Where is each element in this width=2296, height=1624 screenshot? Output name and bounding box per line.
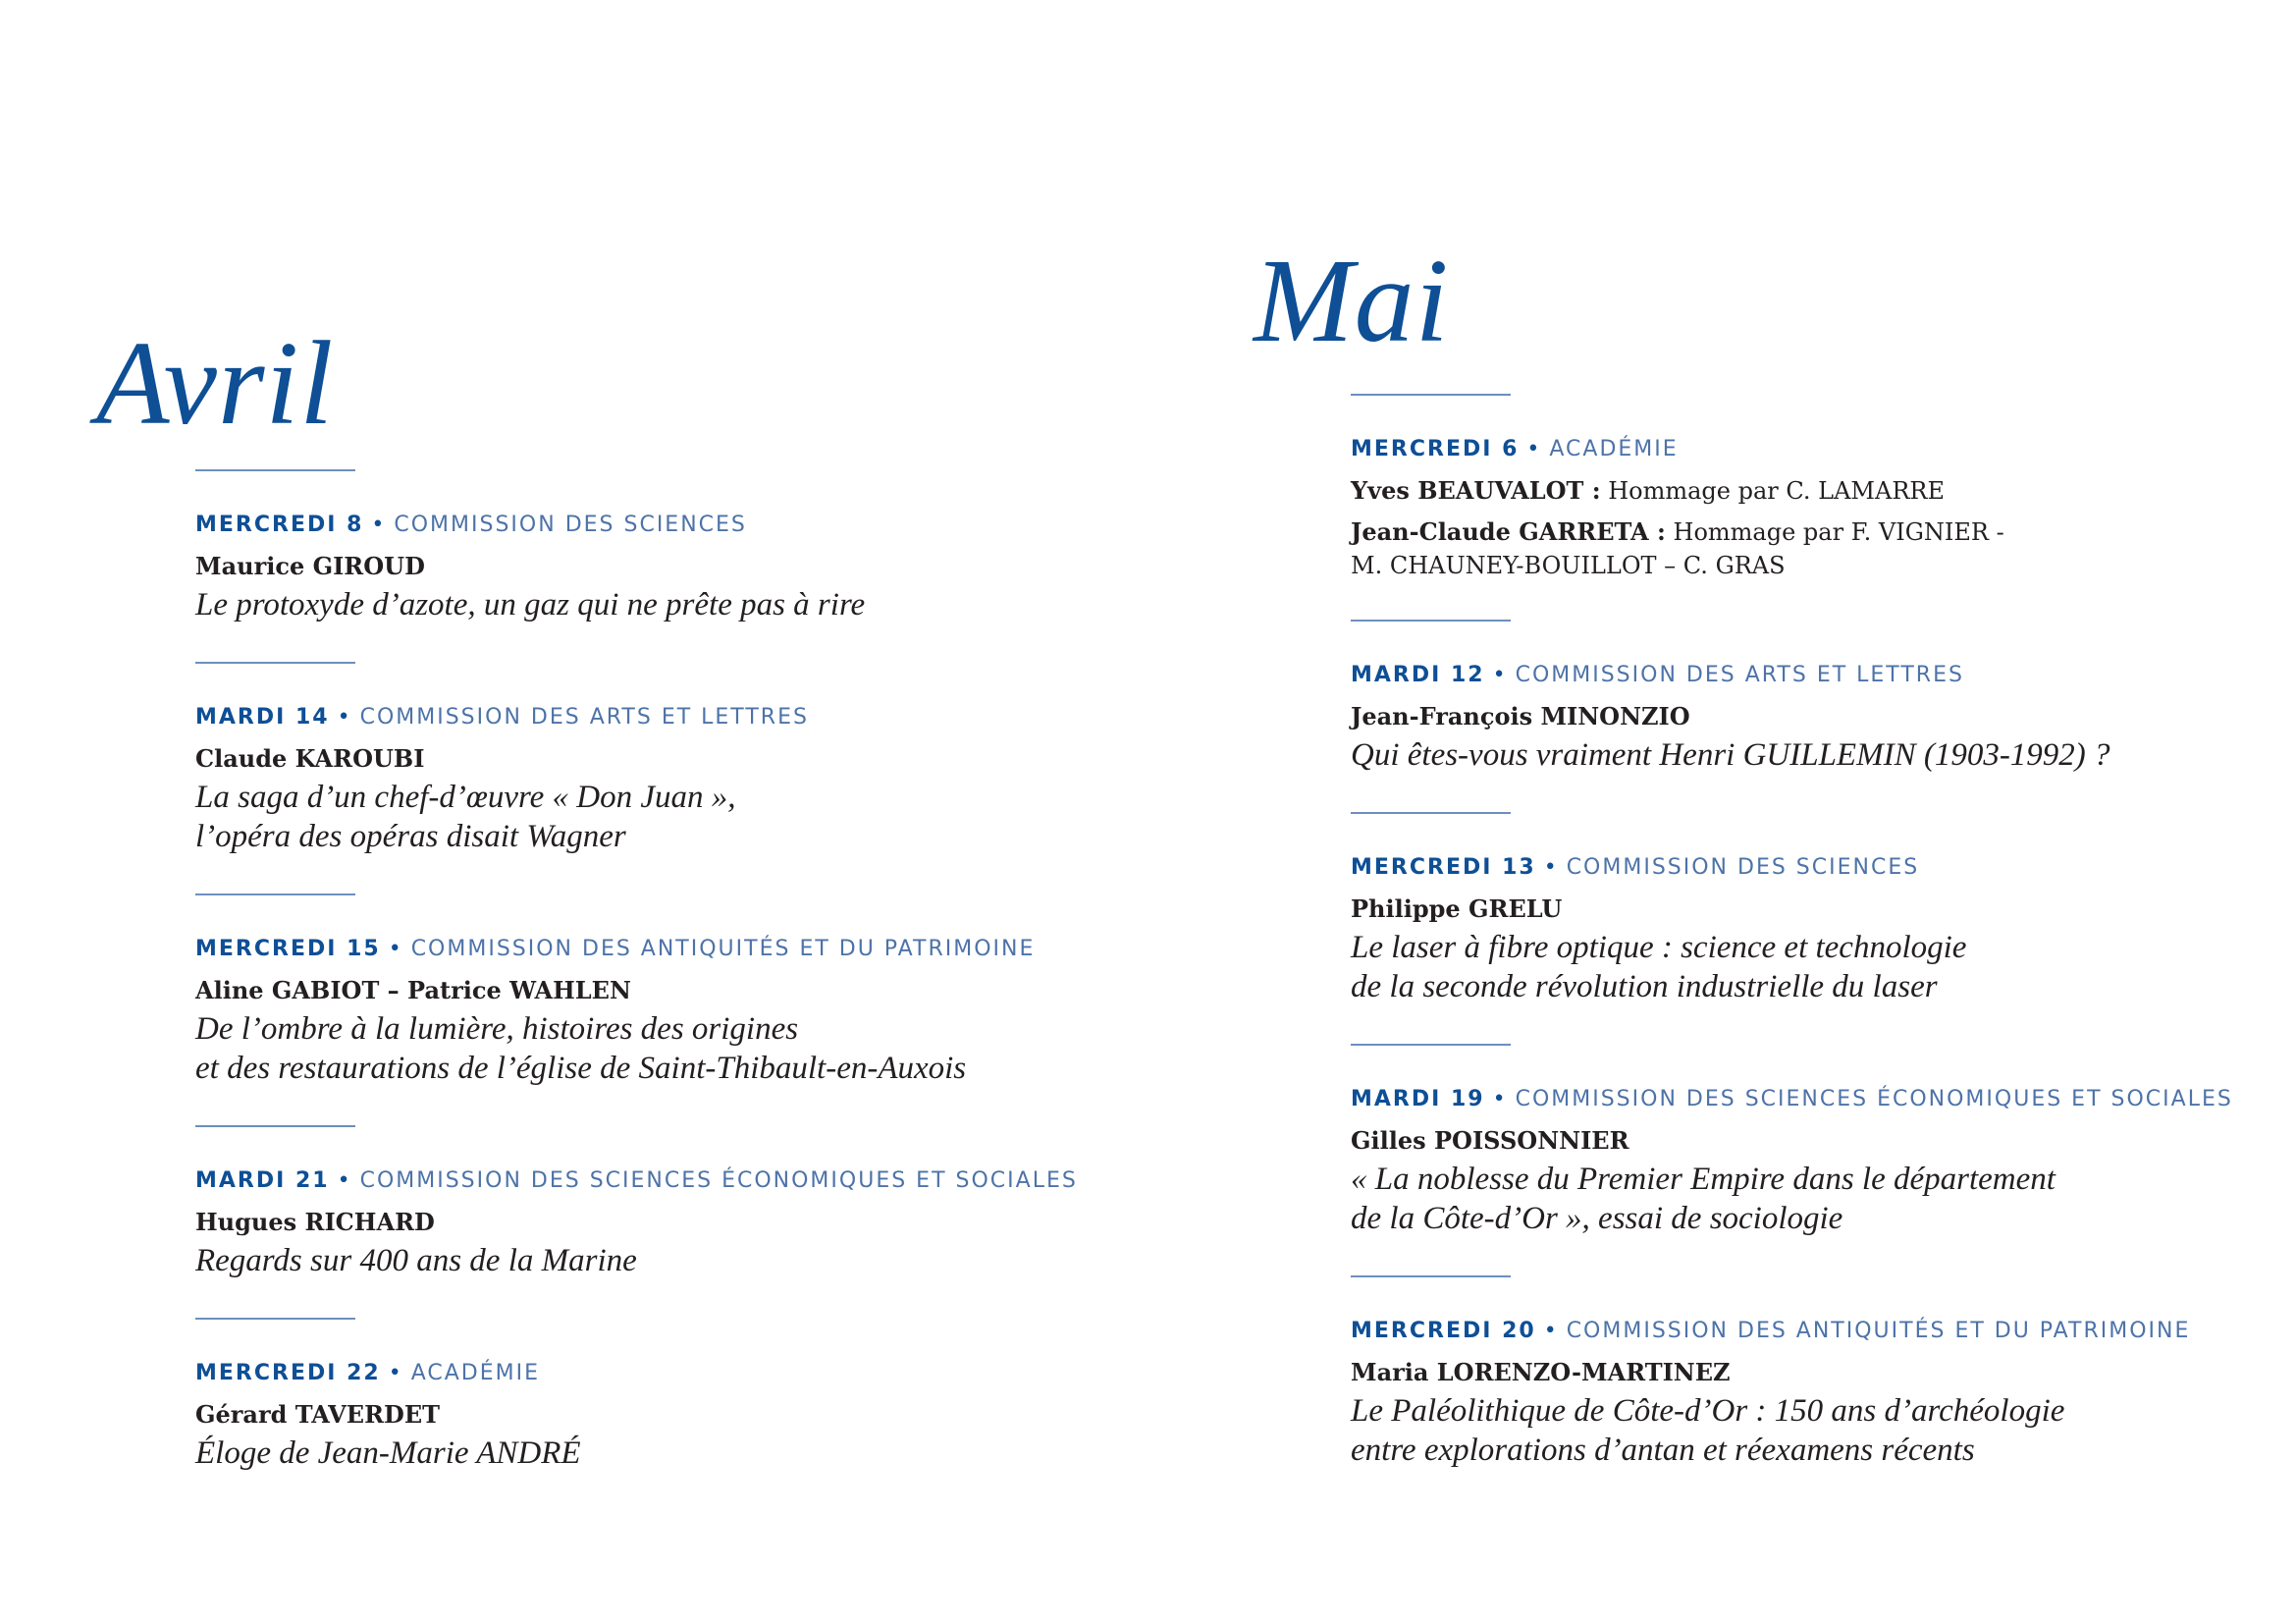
event-day: MARDI 19	[1351, 1087, 1485, 1111]
event-heading	[195, 511, 1177, 540]
bullet-separator: •	[337, 1168, 352, 1193]
event-talk-title-line-2: de la seconde révolution industrielle du laser	[1351, 969, 1938, 1004]
event-entry	[195, 1125, 1177, 1280]
event-day: MERCREDI 6	[1351, 437, 1520, 461]
event-type: ACADÉMIE	[1549, 437, 1679, 461]
divider-rule	[195, 1318, 355, 1320]
event-day: MARDI 21	[195, 1168, 330, 1193]
event-day: MERCREDI 15	[195, 937, 381, 961]
event-talk-title: La saga d’un chef-d’œuvre « Don Juan »,	[195, 780, 736, 815]
event-heading	[195, 703, 1177, 732]
event-talk-title: Éloge de Jean-Marie ANDRÉ	[195, 1435, 581, 1471]
event-talk-title-line-2: et des restaurations de l’église de Saint-Thibault-en-Auxois	[195, 1051, 967, 1086]
event-talk-title: De l’ombre à la lumière, histoires des origines	[195, 1011, 799, 1047]
bullet-separator: •	[388, 937, 403, 961]
tribute-line	[1351, 515, 2296, 549]
event-day: MERCREDI 13	[1351, 855, 1536, 880]
tribute-line	[1351, 474, 2296, 508]
event-type: COMMISSION DES SCIENCES ÉCONOMIQUES ET SOCIALES	[1515, 1087, 2233, 1111]
tributes-list	[1351, 474, 2296, 582]
event-heading	[195, 935, 1177, 964]
event-entry	[195, 893, 1177, 1088]
event-day: MERCREDI 8	[195, 513, 364, 537]
tribute-line	[1351, 549, 2296, 582]
month-title-may: Mai	[1254, 235, 1450, 367]
tribute-honoree: Jean-Claude GARRETA :	[1351, 517, 1666, 546]
event-heading	[1351, 661, 2296, 690]
divider-rule	[1351, 620, 1511, 622]
bullet-separator: •	[1492, 663, 1508, 687]
divider-rule	[195, 893, 355, 895]
event-speaker: Hugues RICHARD	[195, 1208, 435, 1236]
event-speaker: Maria LORENZO-MARTINEZ	[1351, 1358, 1731, 1386]
event-type: COMMISSION DES SCIENCES	[394, 513, 747, 537]
divider-rule	[195, 662, 355, 664]
tribute-note: Hommage par F. VIGNIER -	[1665, 518, 2004, 546]
divider-rule	[1351, 394, 1511, 396]
event-talk-title: Regards sur 400 ans de la Marine	[195, 1243, 637, 1278]
event-speaker: Aline GABIOT – Patrice WAHLEN	[195, 976, 631, 1004]
event-talk-title: « La noblesse du Premier Empire dans le département	[1351, 1162, 2056, 1197]
event-speaker: Jean-François MINONZIO	[1351, 702, 1690, 731]
event-speaker: Claude KAROUBI	[195, 744, 425, 773]
bullet-separator: •	[1492, 1087, 1508, 1111]
event-talk-title: Le protoxyde d’azote, un gaz qui ne prête pas à rire	[195, 587, 866, 623]
divider-rule	[1351, 812, 1511, 814]
event-type: COMMISSION DES SCIENCES ÉCONOMIQUES ET SOCIALES	[359, 1168, 1078, 1193]
event-day: MARDI 12	[1351, 663, 1485, 687]
event-speaker: Gérard TAVERDET	[195, 1400, 440, 1429]
event-entry	[1351, 1275, 2296, 1470]
event-heading	[195, 1166, 1177, 1196]
bullet-separator: •	[337, 705, 352, 730]
event-entry	[1351, 394, 2296, 582]
event-day: MERCREDI 20	[1351, 1319, 1536, 1343]
event-type: COMMISSION DES ANTIQUITÉS ET DU PATRIMOINE	[410, 937, 1036, 961]
event-talk-title: Le Paléolithique de Côte-d’Or : 150 ans d’archéologie	[1351, 1393, 2065, 1429]
event-speaker: Maurice GIROUD	[195, 552, 425, 580]
bullet-separator: •	[388, 1361, 403, 1385]
tribute-honoree: Yves BEAUVALOT :	[1351, 476, 1601, 505]
event-type: COMMISSION DES ARTS ET LETTRES	[1515, 663, 1964, 687]
april-schedule	[195, 469, 1177, 1473]
divider-rule	[1351, 1044, 1511, 1046]
event-type: ACADÉMIE	[410, 1361, 540, 1385]
divider-rule	[195, 469, 355, 471]
event-heading	[1351, 435, 2296, 464]
event-entry	[1351, 812, 2296, 1006]
tribute-note: Hommage par C. LAMARRE	[1600, 477, 1945, 505]
event-entry	[195, 1318, 1177, 1473]
tribute-note: M. CHAUNEY-BOUILLOT – C. GRAS	[1351, 552, 1786, 579]
event-entry	[1351, 620, 2296, 775]
bullet-separator: •	[1543, 1319, 1559, 1343]
event-entry	[1351, 1044, 2296, 1238]
event-type: COMMISSION DES ARTS ET LETTRES	[359, 705, 809, 730]
event-heading	[195, 1359, 1177, 1388]
bullet-separator: •	[1543, 855, 1559, 880]
event-talk-title: Le laser à fibre optique : science et technologie	[1351, 930, 1967, 965]
event-talk-title-line-2: entre explorations d’antan et réexamens récents	[1351, 1433, 1975, 1468]
event-talk-title: Qui êtes-vous vraiment Henri GUILLEMIN (1903-1992) ?	[1351, 737, 2110, 773]
event-day: MERCREDI 22	[195, 1361, 381, 1385]
event-entry	[195, 469, 1177, 624]
bullet-separator: •	[371, 513, 387, 537]
event-type: COMMISSION DES SCIENCES	[1566, 855, 1920, 880]
divider-rule	[195, 1125, 355, 1127]
event-heading	[1351, 1317, 2296, 1346]
event-speaker: Gilles POISSONNIER	[1351, 1126, 1629, 1155]
event-day: MARDI 14	[195, 705, 330, 730]
event-type: COMMISSION DES ANTIQUITÉS ET DU PATRIMOINE	[1566, 1319, 2191, 1343]
bullet-separator: •	[1526, 437, 1542, 461]
event-talk-title-line-2: de la Côte-d’Or », essai de sociologie	[1351, 1201, 1843, 1236]
event-heading	[1351, 1085, 2296, 1114]
month-title-april: Avril	[96, 317, 335, 450]
may-schedule	[1351, 394, 2296, 1470]
event-talk-title-line-2: l’opéra des opéras disait Wagner	[195, 819, 626, 854]
divider-rule	[1351, 1275, 1511, 1277]
event-heading	[1351, 853, 2296, 883]
event-entry	[195, 662, 1177, 856]
event-speaker: Philippe GRELU	[1351, 894, 1563, 923]
